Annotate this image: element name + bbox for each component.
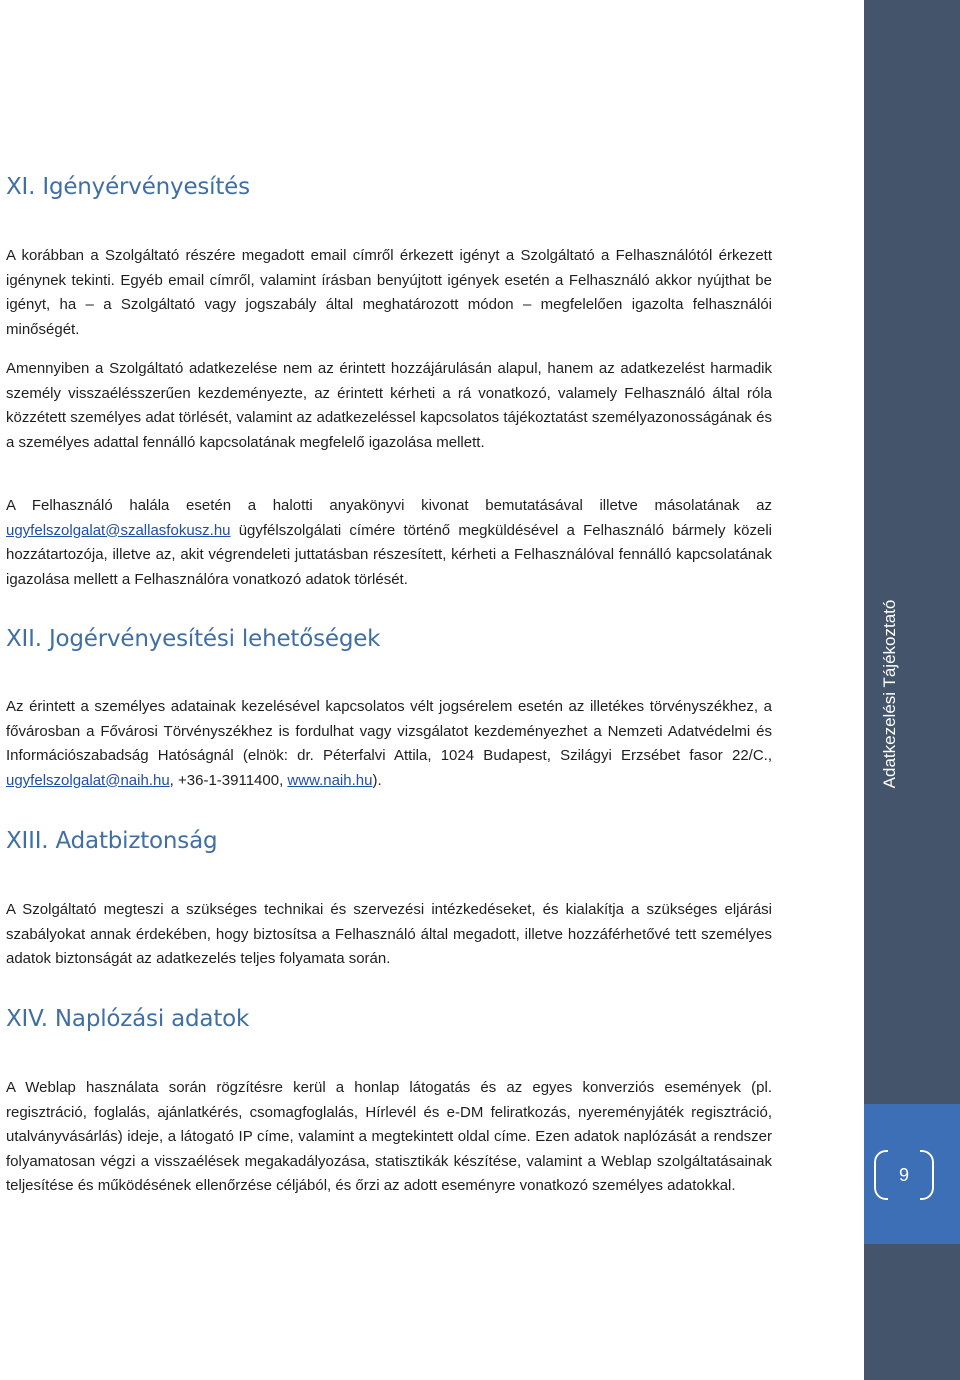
paragraph: A Szolgáltató megteszi a szükséges technikai és szervezési intézkedéseket, és kialakítja a szükséges eljárási szabályokat annak érdekében, hogy biztosítsa a Felhasználó által megadott, illetve hozzáférhetővé tett személyes adatok biztonságát az adatkezelés teljes folyamata során. [6, 901, 772, 967]
paragraph-text: ügyfélszolgálati címére történő megküldésével a Felhasználó bármely közeli hozzátartozója, illetve az, akit végrendeleti juttatásban részesített, kérheti a Felhasználóval fennálló kapcsolatának igazolása mellett a Felhasználóra vonatkozó adatok törlését. [6, 521, 772, 588]
paragraph-text: A Felhasználó halála esetén a halotti anyakönyvi kivonat bemutatásával illetve másolatának az [6, 497, 772, 514]
sidebar-title: Adatkezelési Tájékoztató [880, 599, 899, 789]
paragraph [6, 494, 772, 592]
section-heading: XI. Igényérvényesítés [6, 174, 250, 200]
section-heading: XII. Jogérvényesítési lehetőségek [6, 626, 381, 652]
section-heading: XIII. Adatbiztonság [6, 828, 218, 854]
web-link[interactable]: www.naih.hu [287, 771, 373, 789]
paragraph: Amennyiben a Szolgáltató adatkezelése nem az érintett hozzájárulásán alapul, hanem az adatkezelést harmadik személy visszaélésszerűen kezdeményezte, az érintett kérheti a rá vonatkozó, valamely Felhasználó által róla közzétett személyes adat törlését, valamint az adatkezeléssel kapcsolatos tájékoztatást személyazonosságának és a személyes adattal fennálló kapcsolatának megfelelő igazolása mellett. [6, 360, 772, 451]
paragraph-text: Az érintett a személyes adatainak kezelésével kapcsolatos vélt jogsérelem esetén az illetékes törvényszékhez, a fővárosban a Fővárosi Törvényszékhez is fordulhat vagy vizsgálatot kezdeményezhet a Nemzeti Adatvédelmi és Információszabadság Hatóságnál (elnök: dr. Péterfalvi Attila, 1024 Budapest, Szilágyi Erzsébet fasor 22/C., [6, 698, 772, 764]
paragraph: A Weblap használata során rögzítésre kerül a honlap látogatás és az egyes konverziós események (pl. regisztráció, foglalás, ajánlatkérés, csomagfoglalás, Hírlevél és e-DM feliratkozás, nyereményjáték regisztráció, utalványvásárlás) ideje, a látogató IP címe, valamint a megtekintett oldal címe. Ezen adatok naplózását a rendszer folyamatosan végzi a visszaélések megakadályozása, statisztikák készítése, valamint a Weblap szolgáltatásainak teljesítése és működésének ellenőrzése céljából, és őrzi az adott eseményre vonatkozó személyes adatokkal. [6, 1079, 772, 1194]
paragraph-text: ). [372, 771, 382, 789]
paragraph: A korábban a Szolgáltató részére megadott email címről érkezett igényt a Szolgáltató a Felhasználótól érkezett igénynek tekinti. Egyéb email címről, valamint írásban benyújtott igények esetén a Felhasználó akkor nyújthat be igényt, ha – a Szolgáltató vagy jogszabály által meghatározott módon – megfelelően igazolta felhasználói minőségét. [6, 247, 772, 338]
paragraph [6, 695, 772, 793]
section-heading: XIV. Naplózási adatok [6, 1006, 250, 1032]
email-link[interactable]: ugyfelszolgalat@szallasfokusz.hu [6, 521, 231, 539]
paragraph-text: , +36-1-3911400, [169, 771, 288, 789]
email-link[interactable]: ugyfelszolgalat@naih.hu [6, 771, 170, 789]
page-number: 9 [898, 1165, 909, 1185]
